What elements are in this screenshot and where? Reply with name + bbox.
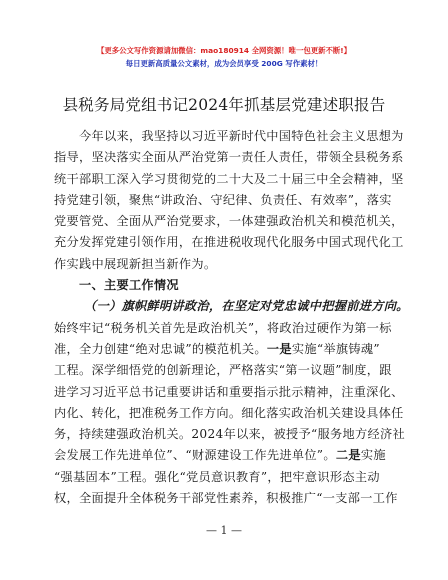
document-title: 县税务局党组书记2024年抓基层党建述职报告 (62, 96, 386, 114)
body-text: 会发展工作先进单位”、“财源建设工作先进单位”。 (54, 448, 336, 463)
lead-phrase: 一是 (266, 341, 292, 356)
body-line (54, 445, 396, 466)
lead-phrase: 二是 (335, 448, 361, 463)
body-line: 今年以来，我坚持以习近平新时代中国特色社会主义思想为 (79, 129, 404, 143)
body-line (54, 339, 396, 360)
body-line: 统干部职工深入学习贯彻党的二十大及二十届三中全会精神，坚 (54, 171, 404, 186)
document-body (54, 126, 409, 509)
body-text: 实施“举旗铸魂” (291, 341, 380, 356)
body-line: 内化、转化，把准税务工作方向。细化落实政治机关建设具体任 (54, 405, 404, 420)
body-line: 充分发挥党建引领作用，在推进税收现代化服务中国式现代化工 (54, 235, 404, 250)
promo-line-red: 【更多公文写作资源请加微信：mao180914 全网资源！唯一包更新不断!】 (96, 46, 352, 55)
body-text: 实施 (360, 448, 386, 463)
body-line: 务，持续建强政治机关。2024年以来，被授予“服务地方经济社 (54, 427, 405, 442)
promo-line-blue: 每日更新高质量公文素材，成为会员享受 200G 写作素材！ (125, 59, 323, 68)
body-line: 作实践中展现新担当新作为。 (54, 256, 217, 271)
body-text: 准，全力创建“绝对忠诚”的模范机关。 (54, 341, 267, 356)
body-line: 权，全面提升全体税务干部党性素养，积极推广“一支部一工作 (54, 491, 398, 506)
page-number: — 1 — (206, 524, 242, 537)
body-line: “强基固本”工程。强化“党员意识教育”，把牢意识形态主动 (54, 469, 380, 484)
subsection-heading: （一）旗帜鲜明讲政治，在坚定对党忠诚中把握前进方向。 (84, 299, 409, 314)
body-line: 指导，坚决落实全面从严治党第一责任人责任，带领全县税务系 (54, 150, 404, 165)
body-line: 持党建引领，聚焦“讲政治、守纪律、负责任、有效率”，落实 (54, 192, 392, 207)
body-line: 工程。深学细悟党的创新理论，严格落实“第一议题”制度，跟 (54, 363, 392, 378)
body-line: 党要管党、全面从严治党要求，一体建强政治机关和模范机关， (54, 214, 404, 229)
body-line: 始终牢记“税务机关首先是政治机关”，将政治过硬作为第一标 (54, 320, 392, 335)
body-line: 进学习习近平总书记重要讲话和重要指示批示精神，注重深化、 (54, 384, 404, 399)
section-heading: 一、主要工作情况 (79, 278, 179, 293)
